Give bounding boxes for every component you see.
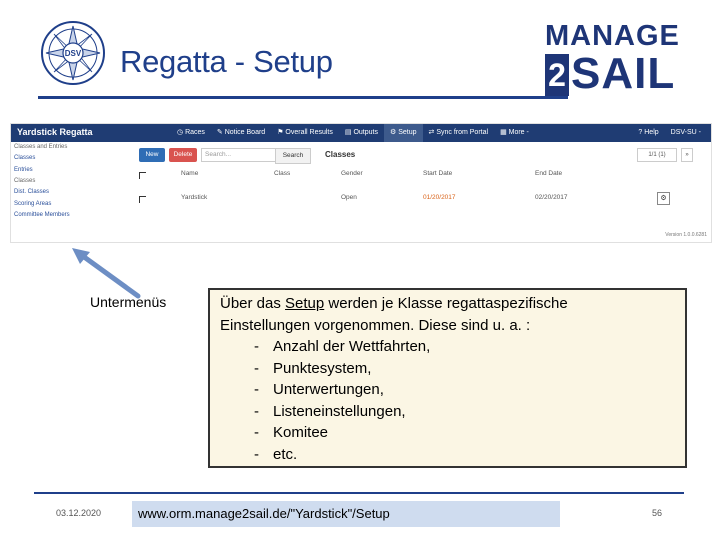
dsv-logo-text: DSV bbox=[64, 49, 82, 58]
title-divider bbox=[38, 96, 568, 99]
setup-link: Setup bbox=[285, 295, 325, 312]
sidebar-heading-classes-entries: Classes and Entries bbox=[14, 144, 68, 150]
bullet-item: Unterwertungen, bbox=[273, 381, 384, 398]
bullet-item: Listeneinstellungen, bbox=[273, 403, 406, 420]
bullet-item: Anzahl der Wettfahrten, bbox=[273, 338, 431, 355]
sidebar-item-classes[interactable]: Classes bbox=[14, 155, 36, 161]
version-text: Version 1.0.0.6281 bbox=[665, 232, 707, 238]
brand-word: SAIL bbox=[571, 49, 676, 98]
nav-notice-label: Notice Board bbox=[224, 129, 266, 136]
bullet-item: Komitee bbox=[273, 424, 329, 441]
app-brand[interactable]: Yardstick Regatta bbox=[17, 127, 93, 137]
pager-next-button[interactable]: » bbox=[681, 148, 693, 162]
section-title: Classes bbox=[325, 150, 356, 159]
pager-select[interactable]: 1/1 (1) bbox=[637, 148, 677, 162]
bullet-dash: - bbox=[254, 360, 259, 377]
nav-results-label: Overall Results bbox=[285, 129, 333, 136]
column-header-end-date[interactable]: End Date bbox=[535, 170, 563, 177]
toolbar bbox=[139, 148, 709, 164]
search-input[interactable]: Search... bbox=[201, 148, 276, 162]
classes-table bbox=[139, 170, 709, 220]
info-line-1-post: werden je Klasse regattaspezifische bbox=[324, 295, 568, 312]
column-header-name[interactable]: Name bbox=[181, 170, 199, 177]
column-header-gender[interactable]: Gender bbox=[341, 170, 363, 177]
bullet-item: etc. bbox=[273, 446, 298, 463]
bullet-dash: - bbox=[254, 446, 259, 463]
brand-number: 2 bbox=[545, 54, 569, 96]
info-box bbox=[208, 288, 687, 468]
bullet-item: Punktesystem, bbox=[273, 360, 372, 377]
new-button[interactable]: New bbox=[139, 148, 165, 162]
row-checkbox[interactable] bbox=[139, 196, 146, 203]
nav-sync-label: Sync from Portal bbox=[436, 129, 489, 136]
brand-top-text: MANAGE bbox=[545, 20, 680, 52]
sidebar-item-scoring-areas[interactable]: Scoring Areas bbox=[14, 201, 52, 207]
footer-divider bbox=[34, 492, 684, 494]
nav-item-notice-board[interactable]: ✎ Notice Board bbox=[216, 129, 266, 136]
nav-item-sync[interactable]: ⇄ Sync from Portal bbox=[428, 129, 489, 136]
edit-icon[interactable]: ⚙ bbox=[657, 192, 670, 205]
column-header-start-date[interactable]: Start Date bbox=[423, 170, 453, 177]
sidebar-item-entries[interactable]: Entries bbox=[14, 167, 33, 173]
cell-start-date: 01/20/2017 bbox=[423, 194, 456, 201]
nav-races-label: Races bbox=[185, 129, 205, 136]
sidebar-item-dist-classes[interactable]: Dist. Classes bbox=[14, 189, 50, 195]
nav-item-setup[interactable]: ⚙ Setup bbox=[384, 124, 423, 142]
footer-url[interactable]: www.orm.manage2sail.de/"Yardstick"/Setup bbox=[132, 501, 560, 527]
slide-title: Regatta - Setup bbox=[120, 44, 333, 79]
bullet-dash: - bbox=[254, 424, 259, 441]
cell-gender: Open bbox=[341, 194, 357, 201]
sidebar bbox=[11, 142, 136, 242]
page-number: 56 bbox=[652, 508, 663, 518]
sidebar-heading-classes: Classes bbox=[14, 178, 36, 184]
bullet-dash: - bbox=[254, 381, 259, 398]
search-button[interactable]: Search bbox=[275, 148, 311, 164]
bullet-dash: - bbox=[254, 338, 259, 355]
cell-name[interactable]: Yardstick bbox=[181, 194, 208, 201]
nav-item-more[interactable]: ▦ More - bbox=[500, 129, 529, 136]
info-line-2: Einstellungen vorgenommen. Diese sind u. a. : bbox=[220, 317, 531, 334]
dsv-logo bbox=[40, 20, 106, 86]
info-line-1-pre: Über das bbox=[220, 295, 286, 312]
nav-right bbox=[632, 124, 707, 142]
sidebar-item-committee-members[interactable]: Committee Members bbox=[14, 212, 70, 218]
nav-item-user[interactable]: DSV-SU - bbox=[670, 129, 701, 136]
app-screenshot bbox=[10, 123, 712, 243]
top-navbar bbox=[11, 124, 711, 142]
nav-item-help[interactable]: ? Help bbox=[638, 129, 659, 136]
submenu-label: Untermenüs bbox=[90, 294, 167, 310]
manage2sail-logo bbox=[545, 20, 690, 100]
nav-setup-label: Setup bbox=[398, 129, 417, 136]
nav-item-outputs[interactable]: ▤ Outputs bbox=[344, 129, 378, 136]
nav-outputs-label: Outputs bbox=[353, 129, 378, 136]
cell-end-date: 02/20/2017 bbox=[535, 194, 568, 201]
nav-more-label: More - bbox=[508, 129, 529, 136]
column-header-class[interactable]: Class bbox=[274, 170, 291, 177]
nav-item-races[interactable]: ◷ Races bbox=[177, 129, 205, 136]
nav-item-overall-results[interactable]: ⚑ Overall Results bbox=[277, 129, 333, 136]
delete-button[interactable]: Delete bbox=[169, 148, 197, 162]
bullet-dash: - bbox=[254, 403, 259, 420]
pointer-arrow-icon bbox=[66, 242, 146, 302]
nav-menu bbox=[171, 124, 535, 142]
nav-help-label: Help bbox=[644, 129, 659, 136]
header-checkbox[interactable] bbox=[139, 172, 146, 179]
info-line-1 bbox=[220, 295, 568, 312]
footer-date: 03.12.2020 bbox=[56, 508, 102, 518]
